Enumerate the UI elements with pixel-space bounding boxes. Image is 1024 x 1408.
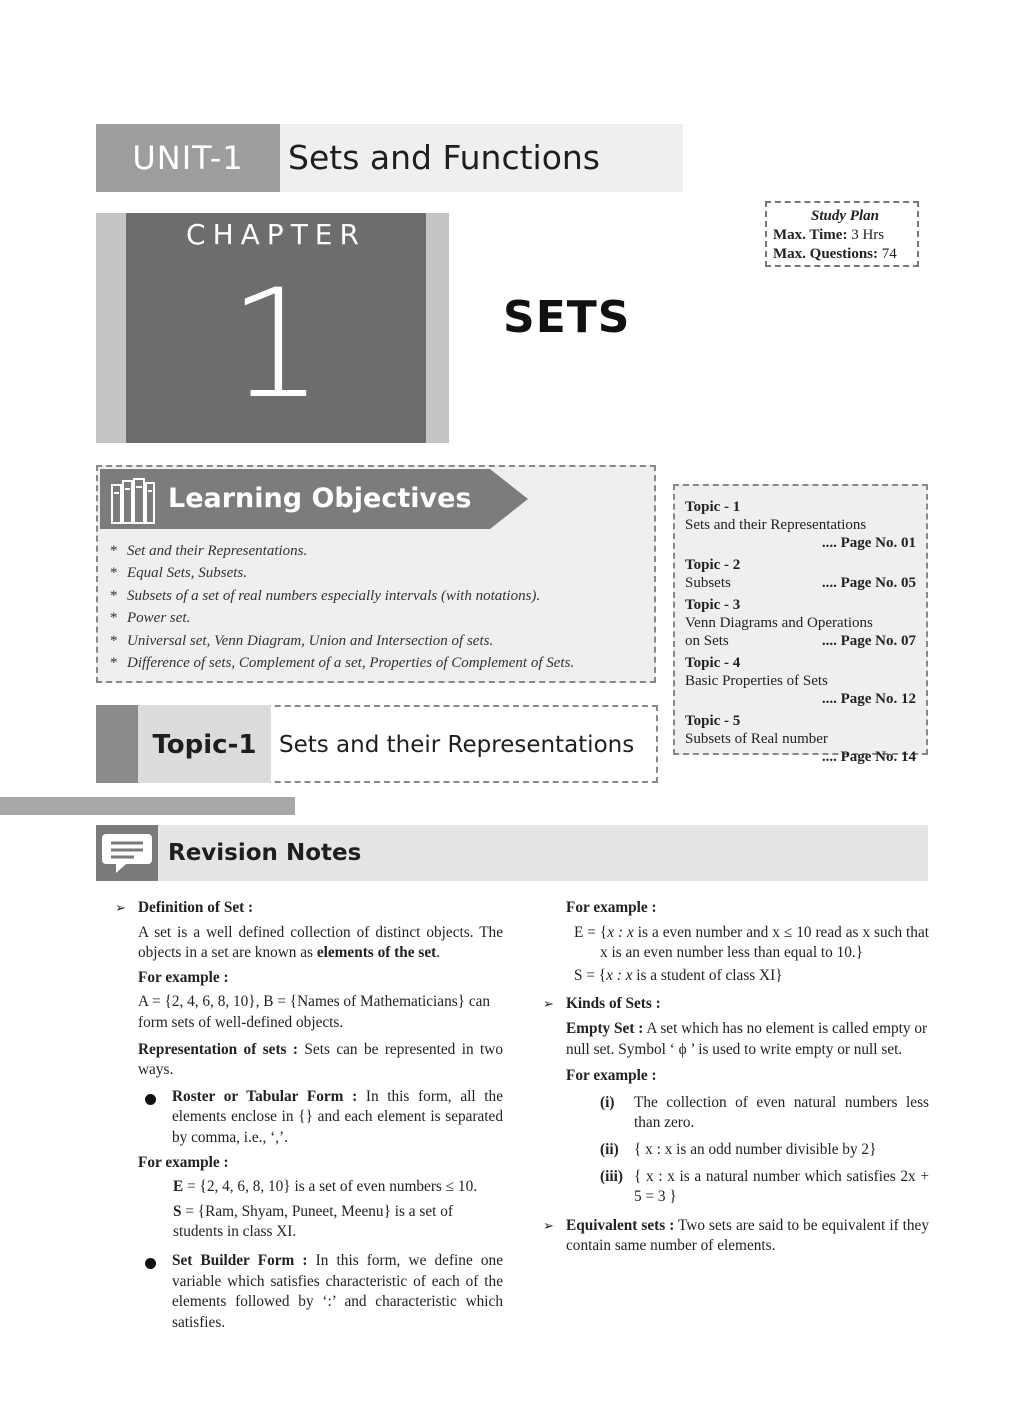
representation-text: Representation of sets : Sets can be represented in two ways. (138, 1040, 503, 1079)
list-item: * Universal set, Venn Diagram, Union and Intersection of sets. (110, 630, 650, 652)
learning-objectives-title: Learning Objectives (168, 483, 472, 514)
list-item: * Difference of sets, Complement of a set, Properties of Complement of Sets. (110, 652, 650, 674)
bullet-dot-icon (145, 1258, 156, 1269)
example-text: A = {2, 4, 6, 8, 10}, B = {Names of Mathematicians} can form sets of well-defined objects. (138, 993, 491, 1031)
list-item: * Power set. (110, 607, 650, 629)
list-item: * Set and their Representations. (110, 540, 650, 562)
example-label: For example : (138, 968, 229, 986)
kinds-heading: ➢ Kinds of Sets : (543, 994, 929, 1015)
roster-example-s: S = {Ram, Shyam, Puneet, Meenu} is a set of students in class XI. (173, 1202, 453, 1241)
list-item: (ii) { x : x is an odd number divisible by 2} (600, 1140, 877, 1158)
example-label: For example : (566, 899, 657, 916)
revision-notes-title: Revision Notes (168, 840, 362, 866)
chapter-word: CHAPTER (186, 218, 366, 251)
unit-title: Sets and Functions (288, 138, 601, 177)
bullet-dot-icon (145, 1094, 156, 1105)
topic-entry-5: Topic - 5 Subsets of Real number .... Page No. 14 (685, 713, 916, 765)
topic-header-accent (96, 705, 138, 783)
topic-entry-4: Topic - 4 Basic Properties of Sets .... Page No. 12 (685, 655, 916, 707)
example-label: For example : (566, 1067, 657, 1085)
list-item: (i) The collection of even natural numbers less than zero. (600, 1093, 929, 1132)
arrow-bullet-icon: ➢ (115, 900, 126, 915)
study-plan-questions: Max. Questions: 74 (773, 246, 897, 262)
chapter-title: SETS (503, 292, 631, 343)
topic-label: Topic-1 (152, 730, 257, 760)
study-plan-time: Max. Time: 3 Hrs (773, 227, 885, 243)
definition-text: A set is a well defined collection of distinct objects. The objects in a set are known as elements of the set. (138, 923, 503, 962)
set-builder-item: Set Builder Form : In this form, we define one variable which satisfies characteristic of each of the elements followed by ‘:’ and characteristic which satisfies. (115, 1251, 503, 1333)
empty-set-text: Empty Set : A set which has no element is called empty or null set. Symbol ‘ ϕ ’ is used to write empty or null set. (566, 1019, 928, 1058)
right-column (543, 898, 929, 1257)
arrow-bullet-icon: ➢ (543, 996, 554, 1012)
left-column (115, 898, 503, 1333)
topics-index (673, 484, 928, 765)
notes-icon (96, 825, 158, 881)
roster-example-e: E = {2, 4, 6, 8, 10} is a set of even numbers ≤ 10. (173, 1178, 478, 1196)
definition-heading: ➢ Definition of Set : (115, 898, 503, 919)
topic-entry-1: Topic - 1 Sets and their Representations .... Page No. 01 (685, 499, 916, 551)
roster-form-item: Roster or Tabular Form : In this form, all the elements enclose in {} and each element is separated by comma, i.e., ‘,’. (115, 1087, 503, 1149)
arrow-bullet-icon: ➢ (543, 1217, 554, 1233)
list-item: * Subsets of a set of real numbers especially intervals (with notations). (110, 585, 650, 607)
study-plan-box (765, 201, 919, 267)
list-item: * Equal Sets, Subsets. (110, 562, 650, 584)
example-s: S = {x : x is a student of class XI} (574, 966, 783, 984)
chapter-number: 1 (228, 258, 324, 432)
unit-label: UNIT-1 (96, 124, 280, 192)
example-label: For example : (138, 1153, 229, 1171)
example-e: E = {x : x is a even number and x ≤ 10 read as x such that x is an even number less than equal to 10.} (574, 923, 929, 962)
study-plan-heading: Study Plan (811, 208, 879, 224)
topic-entry-3: Topic - 3 Venn Diagrams and Operations on Sets .... Page No. 07 (685, 597, 916, 649)
revision-notes-icon-box (96, 825, 158, 881)
equivalent-sets-item: ➢ Equivalent sets : Two sets are said to be equivalent if they contain same number of elements. (543, 1216, 929, 1255)
topic-entry-2: Topic - 2 Subsets .... Page No. 05 (685, 557, 916, 591)
topic-title: Sets and their Representations (279, 732, 635, 758)
learning-objectives-list (110, 540, 650, 674)
list-item: (iii) { x : x is a natural number which satisfies 2x + 5 = 3 } (600, 1167, 929, 1206)
divider-stripe (0, 797, 295, 815)
